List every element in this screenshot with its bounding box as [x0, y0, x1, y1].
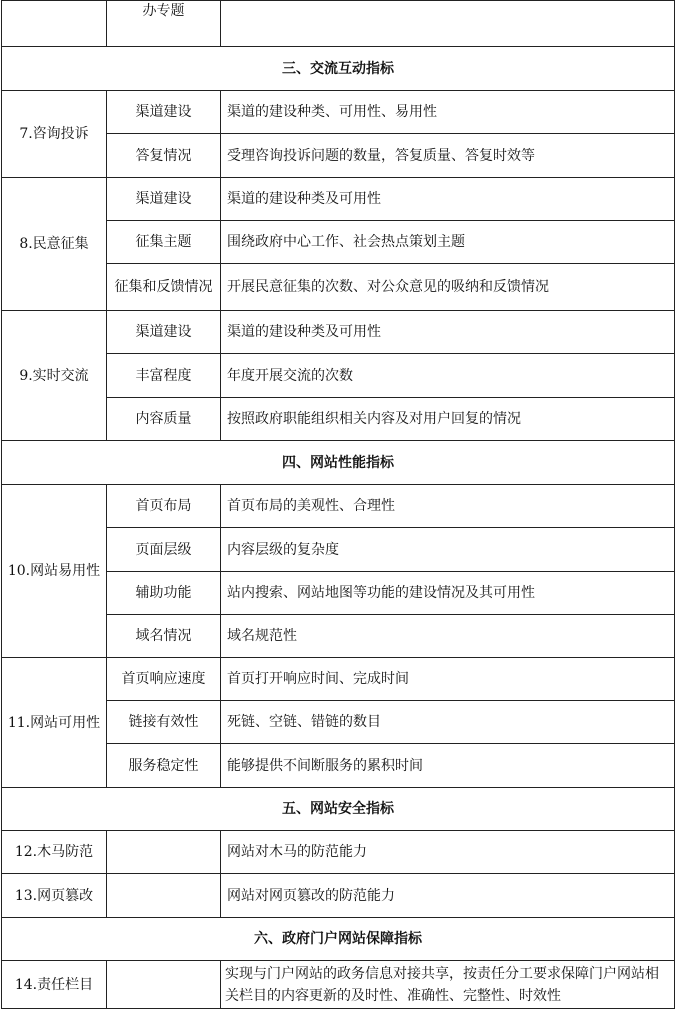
item-desc: 能够提供不间断服务的累积时间	[221, 744, 675, 788]
item-name: 链接有效性	[107, 701, 221, 744]
section-title: 五、网站安全指标	[2, 788, 675, 831]
item-desc: 按照政府职能组织相关内容及对用户回复的情况	[221, 398, 675, 441]
group-label: 12.木马防范	[2, 831, 107, 874]
item-name: 征集和反馈情况	[107, 264, 221, 311]
item-desc: 网站对网页篡改的防范能力	[221, 874, 675, 918]
table-row	[2, 1, 675, 47]
item-desc: 网站对木马的防范能力	[221, 831, 675, 874]
item-desc: 年度开展交流的次数	[221, 354, 675, 398]
section-header-row	[2, 441, 675, 485]
item-desc: 开展民意征集的次数、对公众意见的吸纳和反馈情况	[221, 264, 675, 311]
item-name	[107, 831, 221, 874]
table-row	[2, 485, 675, 528]
item-desc: 域名规范性	[221, 615, 675, 658]
item-desc: 渠道的建设种类及可用性	[221, 311, 675, 354]
indicator-table	[1, 0, 675, 1009]
table-row	[2, 178, 675, 221]
table-row	[2, 311, 675, 354]
item-desc: 实现与门户网站的政务信息对接共享，按责任分工要求保障门户网站相关栏目的内容更新的及时性、准确性、完整性、时效性	[221, 961, 675, 1009]
section-header-row	[2, 788, 675, 831]
table-row	[2, 658, 675, 701]
group-label: 10.网站易用性	[2, 485, 107, 658]
item-desc: 首页布局的美观性、合理性	[221, 485, 675, 528]
item-name: 首页响应速度	[107, 658, 221, 701]
table-row	[2, 831, 675, 874]
item-name	[107, 874, 221, 918]
group-label: 8.民意征集	[2, 178, 107, 311]
item-desc: 站内搜索、网站地图等功能的建设情况及其可用性	[221, 572, 675, 615]
item-desc: 围绕政府中心工作、社会热点策划主题	[221, 221, 675, 264]
item-desc: 渠道的建设种类、可用性、易用性	[221, 91, 675, 134]
item-name: 渠道建设	[107, 91, 221, 134]
table-row	[2, 961, 675, 1009]
group-label: 11.网站可用性	[2, 658, 107, 788]
item-name: 页面层级	[107, 528, 221, 572]
item-name: 渠道建设	[107, 178, 221, 221]
item-desc: 首页打开响应时间、完成时间	[221, 658, 675, 701]
group-label: 14.责任栏目	[2, 961, 107, 1009]
item-name: 答复情况	[107, 134, 221, 178]
item-name: 内容质量	[107, 398, 221, 441]
section-title: 六、政府门户网站保障指标	[2, 918, 675, 961]
item-name	[107, 961, 221, 1009]
item-name: 征集主题	[107, 221, 221, 264]
item-name: 辅助功能	[107, 572, 221, 615]
group-label-cell	[2, 1, 107, 47]
section-title: 三、交流互动指标	[2, 47, 675, 91]
item-desc	[221, 1, 675, 47]
section-header-row	[2, 47, 675, 91]
group-label: 13.网页篡改	[2, 874, 107, 918]
item-name: 首页布局	[107, 485, 221, 528]
item-name: 域名情况	[107, 615, 221, 658]
section-title: 四、网站性能指标	[2, 441, 675, 485]
table-row	[2, 91, 675, 134]
item-name: 丰富程度	[107, 354, 221, 398]
table-row	[2, 874, 675, 918]
section-header-row	[2, 918, 675, 961]
group-label: 7.咨询投诉	[2, 91, 107, 178]
item-name: 服务稳定性	[107, 744, 221, 788]
item-name: 渠道建设	[107, 311, 221, 354]
item-desc: 内容层级的复杂度	[221, 528, 675, 572]
item-name: 办专题	[107, 1, 221, 47]
group-label: 9.实时交流	[2, 311, 107, 441]
item-desc: 受理咨询投诉问题的数量，答复质量、答复时效等	[221, 134, 675, 178]
item-desc: 死链、空链、错链的数目	[221, 701, 675, 744]
item-desc: 渠道的建设种类及可用性	[221, 178, 675, 221]
